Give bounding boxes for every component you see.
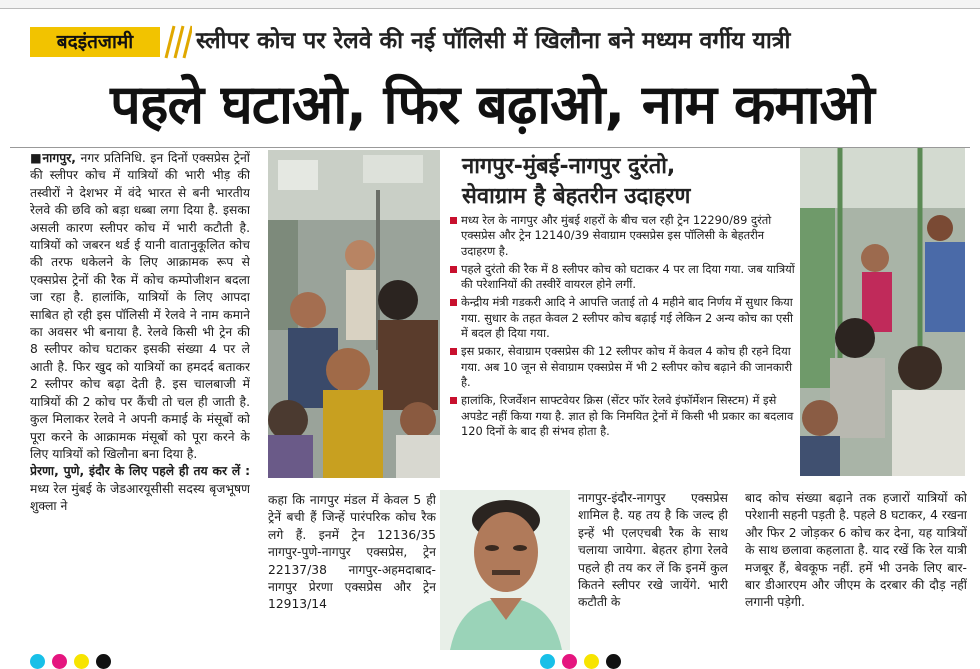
box-bullet-list: [450, 213, 795, 442]
subheadline: स्लीपर कोच पर रेलवे की नई पॉलिसी में खिलौना बने मध्यम वर्गीय यात्री: [196, 28, 791, 54]
bullet-item: हालांकि, रिजर्वेशन साफ्टवेयर क्रिस (सेंटर फॉर रेलवे इंफॉर्मेशन सिस्टम) में इसे अपडेट नहीं किया गया है. ज्ञात हो कि निमयित ट्रेनों में किसी भी प्रकार का बदलाव 120 दिनों के बाद ही संभव होता है.: [450, 393, 795, 439]
article-column-4: बाद कोच संख्या बढ़ाने तक हजारों यात्रियों को परेशानी सहनी पड़ती है. पहले 8 घटाकर, 4 रखना और फिर 2 जोड़कर 6 कोच कर देना, यह यात्रियों के साथ छलावा कहलाता है. याद रखें कि रेल यात्री मजबूर हैं, बेवकूफ नहीं. हमें भी उनके लिए बार-बार डीआरएम और जीएम के दरबार की दौड़ नहीं लगानी पड़ेगी.: [745, 491, 967, 610]
square-bullet-icon: ■: [30, 151, 43, 165]
article-column-1: [30, 150, 250, 652]
registration-mark-black: [96, 654, 111, 669]
bullet-item: पहले दुरंतो की रैक में 8 स्लीपर कोच को घटाकर 4 पर ला दिया गया. जब यात्रियों की परेशानियों की तस्वीरें वायरल होने लगीं.: [450, 262, 795, 293]
main-headline: पहले घटाओ, फिर बढ़ाओ, नाम कमाओ: [110, 73, 874, 136]
registration-mark-black: [606, 654, 621, 669]
portrait-photo: [440, 490, 570, 650]
article-column-3: नागपुर-इंदौर-नागपुर एक्सप्रेस शामिल है. यह तय है कि जल्द ही इन्हें भी एलएचबी रैक के साथ चलाया जायेगा. बेहतर होगा रेलवे पहले ही तय कर लें कि इनमें कुल कितने स्लीपर रखे जायेंगे. भारी कटौती के: [578, 491, 728, 610]
bullet-item: मध्य रेल के नागपुर और मुंबई शहरों के बीच चल रही ट्रेन 12290/89 दुरंतो एक्सप्रेस और ट्रेन 12140/39 सेवाग्राम एक्सप्रेस इस पॉलिसी के बेहतरीन उदाहरण है.: [450, 213, 795, 259]
box-heading-line-1: नागपुर-मुंबई-नागपुर दुरंतो,: [462, 154, 676, 179]
bullet-item: केन्द्रीय मंत्री गडकरी आदि ने आपत्ति जताई तो 4 महीने बाद निर्णय में सुधार किया गया. सुधार के तहत केवल 2 स्लीपर कोच बढ़ाई गई लेकिन 2 अन्य कोच का एसी में बदल ही दिया गया.: [450, 295, 795, 341]
crowded-coach-photo-right: [800, 148, 965, 476]
crowd-image-right: [800, 148, 965, 476]
box-heading: [462, 152, 792, 212]
page-top-strip: [0, 0, 980, 9]
kicker-label: बदइंतजामी: [30, 27, 160, 57]
crowd-image-left: [268, 150, 440, 478]
registration-mark-cyan: [30, 654, 45, 669]
registration-mark-magenta: [562, 654, 577, 669]
registration-mark-yellow: [74, 654, 89, 669]
lead-text: नगर प्रतिनिधि. इन दिनों एक्सप्रेस ट्रेनों की स्लीपर कोच में यात्रियों की भारी भीड़ की तस्वीरों ने देशभर में वंदे भारत से बनी भारतीय रेलवे की छवि को बड़ा धब्बा लगा दिया है. इसका असली कारण स्लीपर कोच में भारी कटौती है. यात्रियों को जबरन थर्ड ई यानी वातानुकूलित कोच की तरफ धकेलने के लिए आक्रामक रूप से एक्सप्रेस ट्रेनों की रैक में कोच कम्पोजीशन बदला जा रहा है. हालांकि, यात्रियों के लिए आपदा साबित हो रही इस पॉलिसी में रेलवे ने नाम कमाने का अवसर भी बनाया है. रेलवे किसी भी ट्रेन की 8 स्लीपर कोच घटाकर इसकी संख्या 4 पर ले आती है. फिर खुद को यात्रियों का हमदर्द बताकर 2 स्लीपर कोच बढ़ा देती है. इस चालबाजी में यात्रियों की 2 कोच पर कैंची तो चल ही जाती है. कुल मिलाकर रेलवे ने अपनी कमाई के मंसूबों को पूरा करने के आक्रामक मंसूबों को पूरा करने के लिए यात्रियों को खिलौना बना दिया है.: [30, 151, 250, 461]
person-portrait-image: [440, 490, 570, 650]
dateline: नागपुर,: [42, 151, 76, 165]
registration-mark-yellow: [584, 654, 599, 669]
bullet-item: इस प्रकार, सेवाग्राम एक्सप्रेस की 12 स्लीपर कोच में केवल 4 कोच ही रहने दिया गया. अब 10 जून से सेवाग्राम एक्सप्रेस में भी 2 स्लीपर कोच बढ़ाने की जानकारी है.: [450, 344, 795, 390]
kicker-divider-slashes: [162, 24, 192, 60]
column1-subhead: प्रेरणा, पुणे, इंदौर के लिए पहले ही तय कर लें :: [30, 464, 250, 479]
column1-subtext: मध्य रेल मुंबई के जेडआरयूसीसी सदस्य बृजभूषण शुक्ला ने: [30, 481, 250, 514]
box-heading-line-2: सेवाग्राम है बेहतरीन उदाहरण: [462, 184, 691, 209]
crowded-coach-photo-left: [268, 150, 440, 478]
article-column-2: कहा कि नागपुर मंडल में केवल 5 ही ट्रेनें बची हैं जिन्हें पारंपरिक कोच रैक लगे हैं. इनमें ट्रेन 12136/35 नागपुर-पुणे-नागपुर एक्सप्रेस, ट्रेन 22137/38 नागपुर-अहमदाबाद-नागपुर प्रेरणा एक्सप्रेस और ट्रेन 12913/14: [268, 493, 436, 612]
registration-mark-magenta: [52, 654, 67, 669]
registration-mark-cyan: [540, 654, 555, 669]
